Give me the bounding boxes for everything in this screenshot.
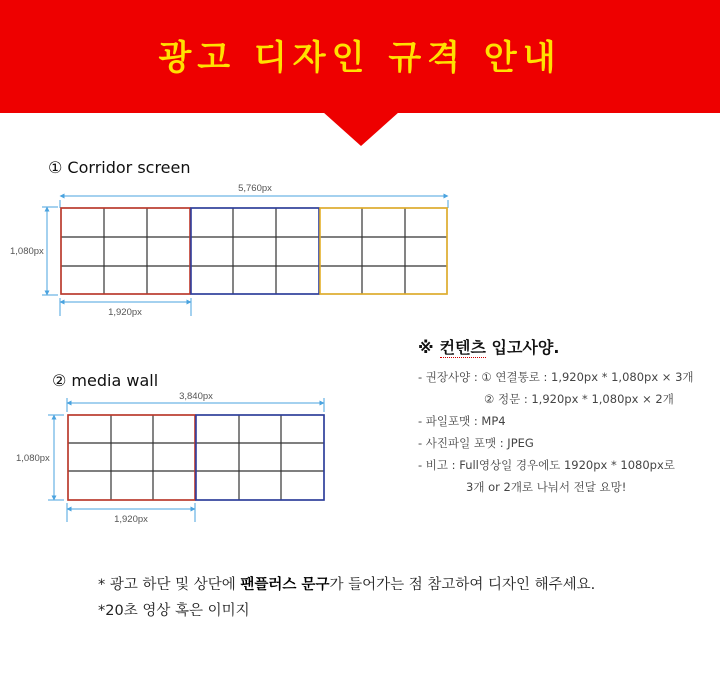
note-line-1 — [98, 573, 595, 594]
corridor-grid — [61, 208, 447, 294]
media-wall-dimensions — [16, 391, 324, 525]
reference-mark: ※ — [418, 338, 434, 357]
note-1-suffix: 가 들어가는 점 참고하여 디자인 해주세요. — [329, 577, 596, 593]
corridor-panel-3 — [320, 208, 447, 294]
note-1-highlight: 팬플러스 문구 — [240, 577, 330, 593]
page-title: 광고 디자인 규격 안내 — [158, 38, 562, 78]
spec-line-remarks-cont: 3개 or 2개로 나눠서 전달 요망! — [466, 480, 627, 494]
spec-line-photo-format: - 사진파일 포맷 : JPEG — [418, 436, 534, 450]
corridor-height-label: 1,080px — [10, 246, 44, 257]
note-line-2: *20초 영상 혹은 이미지 — [98, 603, 250, 619]
content-spec — [418, 335, 718, 498]
spec-title — [418, 335, 718, 358]
media-wall-panel-1 — [68, 415, 195, 500]
media-wall-grid — [68, 415, 324, 500]
media-wall-title: ② media wall — [52, 371, 159, 390]
corridor-unit-label: 1,920px — [108, 307, 142, 318]
corridor-dimensions — [10, 183, 448, 318]
spec-title-rest: 입고사양. — [485, 338, 560, 357]
spec-line-file-format: - 파일포맷 : MP4 — [418, 414, 506, 428]
corridor-width-label: 5,760px — [238, 183, 272, 194]
media-wall-unit-label: 1,920px — [114, 514, 148, 525]
corridor-panel-2 — [191, 208, 319, 294]
note-1-prefix: * 광고 하단 및 상단에 — [98, 577, 241, 593]
spec-line-main-gate: ② 정문 : 1,920px * 1,080px × 2개 — [484, 392, 674, 406]
media-wall-panel-2 — [196, 415, 324, 500]
corridor-title: ① Corridor screen — [48, 158, 191, 177]
spec-title-keyword: 컨텐츠 — [439, 338, 486, 357]
corridor-panel-1 — [61, 208, 190, 294]
media-wall-width-label: 3,840px — [179, 391, 213, 402]
spec-line-remarks: - 비고 : Full영상일 경우에도 1920px * 1080px로 — [418, 458, 675, 472]
media-wall-height-label: 1,080px — [16, 453, 50, 464]
spec-line-recommended: - 권장사양 : ① 연결통로 : 1,920px * 1,080px × 3개 — [418, 370, 694, 384]
